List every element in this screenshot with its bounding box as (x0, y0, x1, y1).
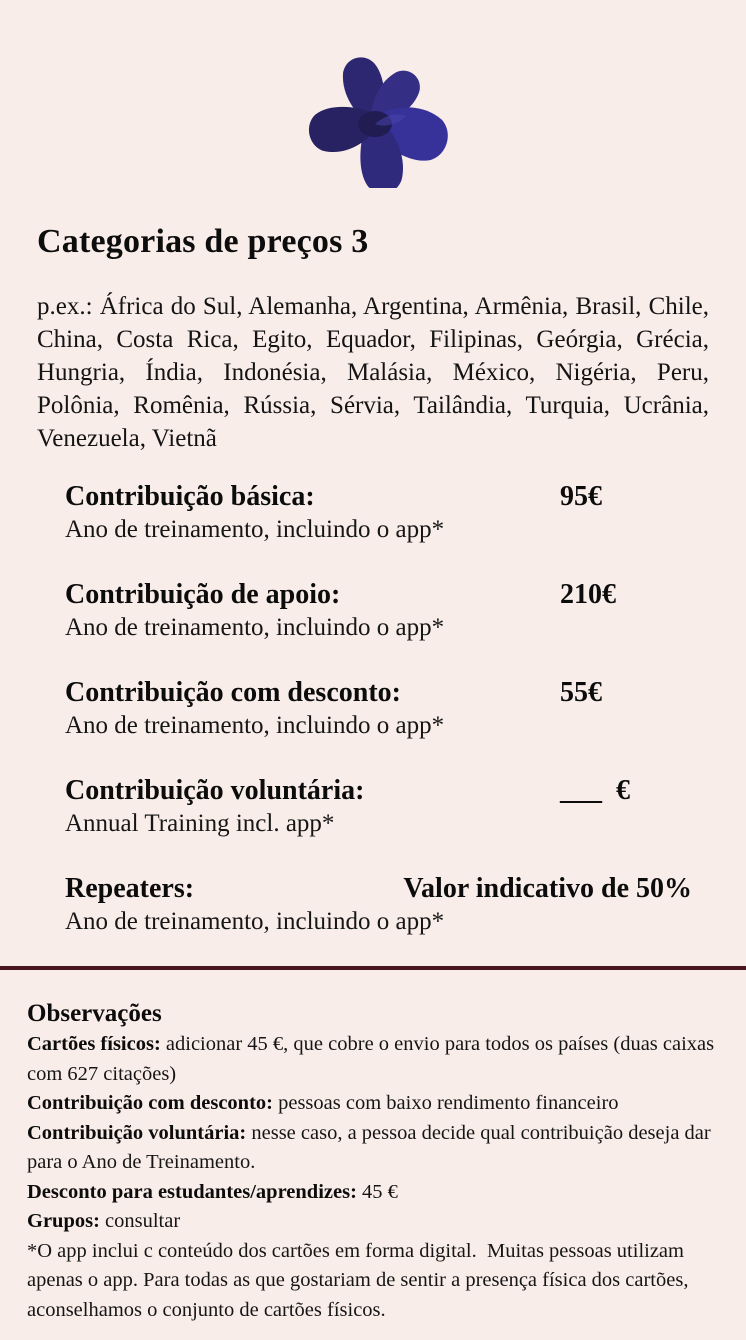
price-row-label: Repeaters: (65, 873, 195, 904)
observation-label: Contribuição voluntária: (27, 1121, 247, 1144)
observation-item (27, 1178, 720, 1208)
observation-text: consultar (99, 1210, 181, 1232)
price-row-value: Valor indicativo de 50% (403, 873, 692, 904)
price-row-basic (65, 480, 692, 545)
pricing-list (65, 480, 692, 937)
price-row-value: 55€ (560, 677, 602, 708)
observation-item (27, 1119, 720, 1178)
price-row-voluntary (65, 774, 692, 839)
price-row-support (65, 578, 692, 643)
price-row-value: 95€ (560, 481, 602, 512)
page-title: Categorias de preços 3 (37, 223, 369, 260)
price-row-discount (65, 676, 692, 741)
price-row-label: Contribuição de apoio: (65, 579, 341, 610)
observation-item (27, 1207, 720, 1237)
price-row-sub: Ano de treinamento, incluindo o app* (65, 712, 445, 739)
price-row-value: ___ € (560, 775, 630, 806)
observation-text: adicionar 45 €, que cobre o envio para todos os países (duas caixas com 627 citações) (27, 1033, 715, 1085)
observation-label: Cartões físicos: (27, 1033, 161, 1055)
observation-text: nesse caso, a pessoa decide qual contribuição deseja dar para o Ano de Treinamento. (27, 1121, 711, 1173)
price-row-sub: Ano de treinamento, incluindo o app* (65, 516, 445, 543)
price-row-value: 210€ (560, 579, 616, 610)
observation-text: 45 € (356, 1180, 398, 1203)
observation-label: Desconto para estudantes/aprendizes: (27, 1180, 357, 1203)
section-divider (0, 966, 746, 970)
observation-label: Grupos: (27, 1210, 100, 1232)
price-row-label: Contribuição com desconto: (65, 677, 401, 708)
app-footnote: *O app inclui c conteúdo dos cartões em forma digital. Muitas pessoas utilizam apenas o app. Para todas as que gostariam de sentir a presença física dos cartões, aconselhamos o conjunto de cartões físicos. (27, 1239, 694, 1321)
header-image-area (0, 0, 746, 188)
observation-item (27, 1030, 720, 1089)
price-row-label: Contribuição voluntária: (65, 775, 365, 806)
observation-text: pessoas com baixo rendimento financeiro (272, 1092, 619, 1114)
price-row-sub: Annual Training incl. app* (65, 810, 335, 837)
price-row-label: Contribuição básica: (65, 481, 315, 512)
price-row-sub: Ano de treinamento, incluindo o app* (65, 908, 445, 935)
observation-item (27, 1089, 720, 1119)
observations-heading: Observações (27, 1000, 162, 1027)
flower-icon (280, 46, 466, 188)
observations-section (27, 998, 720, 1325)
countries-paragraph: p.ex.: África do Sul, Alemanha, Argentina, Armênia, Brasil, Chile, China, Costa Rica, Egito, Equador, Filipinas, Geórgia, Grécia, Hungria, Índia, Indonésia, Malásia, México, Nigéria, Peru, Polônia, Romênia, Rússia, Sérvia, Tailândia, Turquia, Ucrânia, Venezuela, Vietnã (37, 293, 709, 452)
price-row-sub: Ano de treinamento, incluindo o app* (65, 614, 445, 641)
observation-label: Contribuição com desconto: (27, 1092, 273, 1114)
price-row-repeaters (65, 872, 692, 937)
